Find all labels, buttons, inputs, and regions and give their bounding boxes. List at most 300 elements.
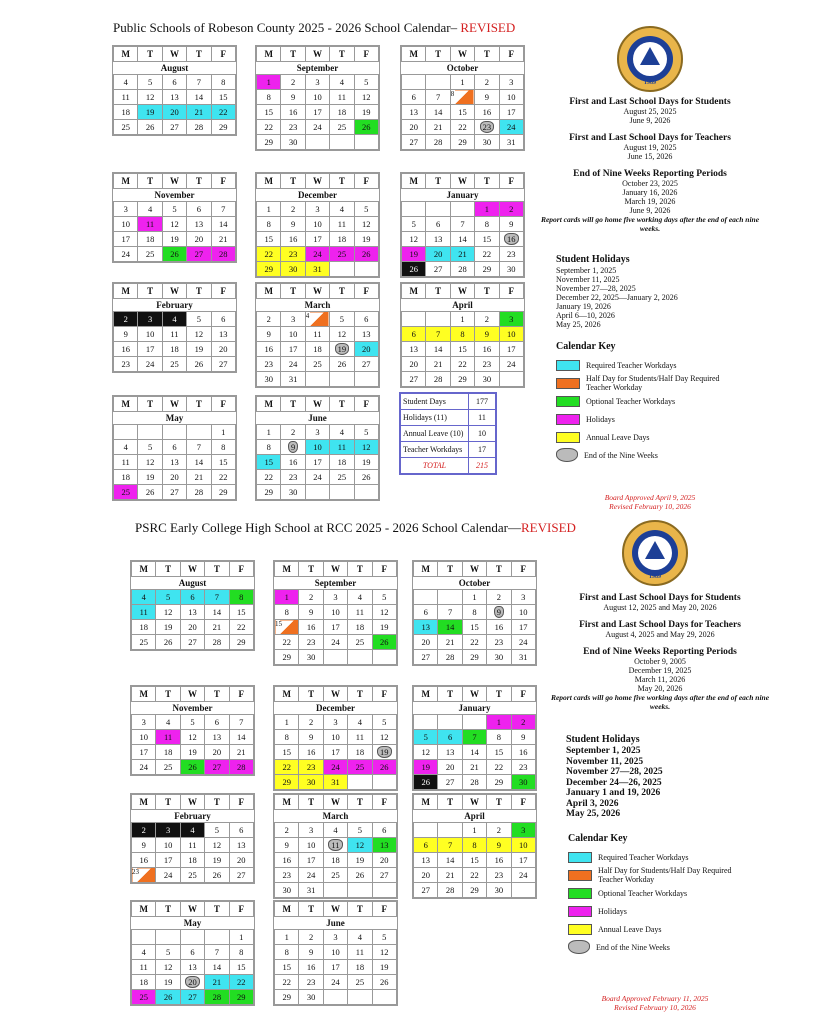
day-cell: 5	[348, 823, 372, 838]
day-cell: 9	[299, 730, 323, 745]
day-cell: 8	[211, 440, 235, 455]
top-student-holidays	[556, 255, 678, 329]
day-cell: 31	[511, 650, 535, 665]
day-cell: 22	[450, 120, 474, 135]
day-cell: 22	[275, 760, 299, 775]
day-cell: 9	[257, 327, 281, 342]
day-cell: 12	[180, 730, 204, 745]
day-cell: 17	[156, 853, 180, 868]
day-cell: 27	[180, 990, 204, 1005]
day-cell: 2	[475, 75, 499, 90]
day-cell	[132, 930, 156, 945]
day-cell: 21	[426, 120, 450, 135]
day-cell: 13	[402, 342, 426, 357]
day-cell: 6	[180, 945, 204, 960]
day-cell: 5	[205, 823, 229, 838]
day-cell: 3	[323, 590, 347, 605]
day-cell: 12	[156, 605, 180, 620]
day-cell: 22	[475, 247, 499, 262]
holiday-item: September 1, 2025	[566, 746, 641, 756]
day-cell: 5	[156, 945, 180, 960]
day-cell: 20	[354, 342, 378, 357]
day-cell: 16	[499, 232, 523, 247]
month-august	[112, 45, 237, 136]
day-cell: 15	[450, 105, 474, 120]
day-cell: 15	[275, 620, 299, 635]
top-key-dates	[530, 98, 770, 233]
holiday-item: May 25, 2026	[566, 809, 621, 819]
day-cell: 18	[348, 960, 372, 975]
day-cell: 1	[462, 590, 486, 605]
day-cell: 11	[132, 605, 156, 620]
info-heading: End of Nine Weeks Reporting Periods	[573, 169, 727, 179]
day-cell: 17	[499, 105, 523, 120]
day-cell: 5	[402, 217, 426, 232]
day-cell: 13	[402, 105, 426, 120]
day-cell: 2	[475, 312, 499, 327]
day-cell: 12	[330, 327, 354, 342]
month-name: March	[275, 810, 397, 823]
weekday-header: M	[114, 174, 138, 189]
info-heading: First and Last School Days for Teachers	[569, 133, 731, 143]
day-cell: 24	[156, 868, 180, 883]
weekday-header: M	[132, 902, 156, 917]
day-cell	[499, 372, 523, 387]
day-cell: 18	[138, 232, 162, 247]
month-january	[400, 172, 525, 278]
day-cell: 16	[299, 960, 323, 975]
day-cell: 18	[180, 853, 204, 868]
holiday-item: December 22, 2025—January 2, 2026	[556, 293, 678, 302]
day-cell: 26	[402, 262, 426, 277]
day-cell: 8	[275, 605, 299, 620]
day-cell: 1	[257, 425, 281, 440]
weekday-header: W	[305, 47, 329, 62]
bottom-approved-line: Board Approved February 11, 2025	[601, 994, 709, 1003]
day-cell	[156, 930, 180, 945]
weekday-header: W	[450, 174, 474, 189]
day-cell: 13	[414, 853, 438, 868]
day-cell: 4	[132, 945, 156, 960]
day-cell: 13	[426, 232, 450, 247]
day-cell: 1	[275, 930, 299, 945]
weekday-header: F	[354, 174, 378, 189]
day-cell: 16	[275, 853, 299, 868]
day-cell: 12	[205, 838, 229, 853]
day-cell: 22	[462, 635, 486, 650]
day-cell: 12	[354, 90, 378, 105]
day-cell: 24	[323, 760, 347, 775]
month-name: September	[257, 62, 379, 75]
day-cell: 7	[426, 327, 450, 342]
weekday-header: W	[305, 174, 329, 189]
day-cell: 17	[323, 620, 347, 635]
key-row	[568, 884, 748, 902]
day-cell: 2	[281, 75, 305, 90]
holiday-item: January 19, 2026	[556, 302, 611, 311]
day-cell: 6	[162, 440, 186, 455]
key-row	[556, 428, 736, 446]
day-cell: 30	[299, 990, 323, 1005]
day-cell: 18	[348, 745, 372, 760]
holiday-item: November 11, 2025	[556, 275, 620, 284]
day-cell: 30	[257, 372, 281, 387]
holiday-item: April 6—10, 2026	[556, 311, 615, 320]
day-cell: 7	[205, 945, 229, 960]
day-cell	[426, 75, 450, 90]
day-cell: 8	[257, 90, 281, 105]
day-cell: 12	[402, 232, 426, 247]
day-cell: 18	[162, 342, 186, 357]
day-cell: 16	[299, 620, 323, 635]
day-cell: 15	[450, 342, 474, 357]
weekday-header: W	[180, 795, 204, 810]
weekday-header: F	[229, 562, 253, 577]
day-cell: 20	[402, 120, 426, 135]
month-june	[273, 900, 398, 1006]
day-cell: 23	[487, 635, 511, 650]
month-name: October	[402, 62, 524, 75]
key-label: Holidays	[598, 906, 627, 916]
month-august	[130, 560, 255, 651]
day-cell: 14	[426, 342, 450, 357]
day-cell: 19	[354, 455, 378, 470]
day-cell: 17	[323, 745, 347, 760]
day-cell: 30	[499, 262, 523, 277]
day-cell: 17	[305, 105, 329, 120]
day-cell: 8	[487, 730, 511, 745]
day-cell: 16	[132, 853, 156, 868]
day-cell: 21	[187, 105, 211, 120]
day-cell: 19	[372, 745, 396, 760]
day-cell: 24	[114, 247, 138, 262]
day-cell: 22	[257, 120, 281, 135]
day-cell: 1	[450, 312, 474, 327]
day-cell: 2	[299, 590, 323, 605]
day-cell: 25	[330, 247, 354, 262]
day-cell: 9	[511, 730, 535, 745]
day-cell: 19	[205, 853, 229, 868]
day-cell: 20	[372, 853, 396, 868]
day-cell	[305, 135, 329, 150]
day-cell: 20	[205, 745, 229, 760]
weekday-header: T	[156, 562, 180, 577]
day-cell: 19	[354, 105, 378, 120]
day-cell	[348, 650, 372, 665]
day-cell: 15	[275, 745, 299, 760]
day-cell: 15	[257, 455, 281, 470]
key-row	[568, 920, 748, 938]
day-cell: 2	[487, 590, 511, 605]
day-cell: 14	[450, 232, 474, 247]
day-cell	[348, 775, 372, 790]
day-cell: 3	[156, 823, 180, 838]
day-cell: 16	[475, 342, 499, 357]
day-cell: 11	[330, 440, 354, 455]
day-cell: 3	[499, 75, 523, 90]
day-cell: 29	[275, 775, 299, 790]
day-cell: 2	[257, 312, 281, 327]
day-cell: 16	[281, 232, 305, 247]
day-cell: 15	[275, 960, 299, 975]
day-cell: 3	[511, 823, 535, 838]
day-cell: 29	[229, 990, 253, 1005]
key-label: Half Day for Students/Half Day Required Teacher Workday	[598, 866, 732, 884]
day-cell: 26	[330, 357, 354, 372]
weekday-header: T	[330, 174, 354, 189]
day-cell: 10	[323, 945, 347, 960]
day-cell	[323, 650, 347, 665]
day-cell: 30	[487, 883, 511, 898]
day-cell: 14	[462, 745, 486, 760]
weekday-header: T	[330, 397, 354, 412]
day-cell: 25	[114, 120, 138, 135]
day-cell: 22	[275, 975, 299, 990]
day-cell: 2	[132, 823, 156, 838]
day-cell: 7	[426, 90, 450, 105]
day-cell: 20	[180, 620, 204, 635]
weekday-header: M	[402, 174, 426, 189]
weekday-header: M	[275, 795, 299, 810]
summary-label: Student Days	[401, 394, 469, 410]
weekday-header: T	[138, 47, 162, 62]
top-revised-label: REVISED	[460, 20, 516, 35]
day-cell: 19	[156, 620, 180, 635]
day-cell	[138, 425, 162, 440]
key-label: Annual Leave Days	[598, 924, 662, 934]
day-cell: 5	[354, 425, 378, 440]
day-cell: 23	[299, 975, 323, 990]
info-line: December 19, 2025	[628, 666, 692, 675]
pentagon-icon	[568, 940, 590, 954]
top-calendar-key	[556, 341, 736, 464]
weekday-header: T	[205, 687, 229, 702]
day-cell: 16	[281, 455, 305, 470]
bottom-calendar-key	[568, 833, 748, 956]
month-march	[273, 793, 398, 899]
day-cell: 30	[281, 485, 305, 500]
day-cell: 20	[414, 635, 438, 650]
day-cell: 19	[156, 975, 180, 990]
info-line: March 19, 2026	[624, 197, 676, 206]
day-cell: 29	[211, 485, 235, 500]
day-cell: 18	[114, 105, 138, 120]
day-cell: 26	[180, 760, 204, 775]
day-cell: 5	[330, 312, 354, 327]
day-cell: 13	[372, 838, 396, 853]
day-cell: 1	[229, 930, 253, 945]
day-cell: 5	[354, 202, 378, 217]
key-label: Annual Leave Days	[586, 432, 650, 442]
day-cell: 24	[499, 120, 523, 135]
month-name: November	[132, 702, 254, 715]
day-cell: 20	[162, 470, 186, 485]
summary-value: 11	[469, 410, 496, 426]
day-cell: 4	[348, 590, 372, 605]
weekday-header: W	[462, 795, 486, 810]
day-cell: 13	[162, 90, 186, 105]
day-cell: 15	[475, 232, 499, 247]
weekday-header: M	[275, 687, 299, 702]
day-cell: 10	[511, 838, 535, 853]
month-november	[130, 685, 255, 776]
day-cell: 4	[162, 312, 186, 327]
day-cell: 27	[187, 247, 211, 262]
day-cell: 11	[305, 327, 329, 342]
day-cell: 4	[138, 202, 162, 217]
day-cell: 22	[487, 760, 511, 775]
weekday-header: T	[426, 174, 450, 189]
day-cell: 23	[475, 357, 499, 372]
day-cell: 4	[348, 715, 372, 730]
info-heading: First and Last School Days for Students	[569, 97, 731, 107]
day-cell: 27	[229, 868, 253, 883]
day-cell	[402, 202, 426, 217]
day-cell: 4	[180, 823, 204, 838]
day-cell: 11	[323, 838, 347, 853]
day-cell: 8	[450, 327, 474, 342]
day-cell	[354, 372, 378, 387]
weekday-header: M	[414, 795, 438, 810]
day-cell: 26	[205, 868, 229, 883]
info-line: August 25, 2025	[623, 107, 677, 116]
day-cell: 13	[162, 455, 186, 470]
day-cell: 5	[138, 75, 162, 90]
day-cell: 30	[487, 650, 511, 665]
day-cell: 3	[323, 715, 347, 730]
day-cell: 8	[450, 90, 474, 105]
day-cell: 21	[187, 470, 211, 485]
day-cell: 1	[462, 823, 486, 838]
weekday-header: M	[114, 47, 138, 62]
day-cell	[438, 590, 462, 605]
day-cell: 8	[462, 838, 486, 853]
day-cell: 3	[114, 202, 138, 217]
day-cell: 18	[330, 232, 354, 247]
day-cell: 21	[450, 247, 474, 262]
day-cell: 4	[323, 823, 347, 838]
day-cell: 4	[305, 312, 329, 327]
info-heading: First and Last School Days for Students	[579, 593, 741, 603]
day-cell: 19	[372, 620, 396, 635]
key-row	[556, 446, 736, 464]
weekday-header: W	[180, 687, 204, 702]
day-cell: 26	[414, 775, 438, 790]
day-cell: 11	[156, 730, 180, 745]
month-name: November	[114, 189, 236, 202]
day-cell: 25	[330, 120, 354, 135]
day-cell: 12	[156, 960, 180, 975]
key-label: Required Teacher Workdays	[586, 360, 677, 370]
day-cell: 4	[348, 930, 372, 945]
day-cell: 11	[132, 960, 156, 975]
day-cell: 9	[281, 90, 305, 105]
key-swatch	[568, 870, 592, 881]
day-cell: 9	[299, 945, 323, 960]
day-cell: 17	[299, 853, 323, 868]
day-cell: 28	[426, 372, 450, 387]
day-cell: 8	[275, 945, 299, 960]
weekday-header: M	[114, 284, 138, 299]
day-cell: 22	[211, 105, 235, 120]
day-cell: 12	[187, 327, 211, 342]
day-cell: 28	[229, 760, 253, 775]
info-heading: First and Last School Days for Teachers	[579, 620, 741, 630]
day-cell: 17	[323, 960, 347, 975]
day-cell: 15	[211, 90, 235, 105]
day-cell: 23	[475, 120, 499, 135]
summary-value: 17	[469, 442, 496, 458]
day-cell: 22	[450, 357, 474, 372]
key-label: End of the Nine Weeks	[584, 450, 658, 460]
day-cell: 23	[281, 247, 305, 262]
day-cell: 25	[348, 635, 372, 650]
weekday-header: T	[299, 687, 323, 702]
top-approved-line: Board Approved April 9, 2025	[604, 493, 696, 502]
day-cell	[205, 930, 229, 945]
day-cell: 11	[114, 90, 138, 105]
day-cell: 7	[205, 590, 229, 605]
holiday-item: November 27—28, 2025	[556, 284, 636, 293]
day-cell: 16	[114, 342, 138, 357]
weekday-header: W	[180, 562, 204, 577]
month-march	[255, 282, 380, 388]
info-line: August 4, 2025 and May 29, 2026	[605, 630, 715, 639]
day-cell: 10	[305, 217, 329, 232]
weekday-header: M	[402, 284, 426, 299]
day-cell: 4	[132, 590, 156, 605]
day-cell: 12	[138, 455, 162, 470]
day-cell: 23	[275, 868, 299, 883]
day-cell: 11	[330, 90, 354, 105]
day-cell: 5	[180, 715, 204, 730]
weekday-header: T	[348, 562, 372, 577]
month-name: January	[414, 702, 536, 715]
key-swatch	[568, 906, 592, 917]
day-cell: 18	[305, 342, 329, 357]
key-swatch	[556, 414, 580, 425]
weekday-header: T	[348, 687, 372, 702]
day-cell: 28	[426, 135, 450, 150]
day-cell: 20	[402, 357, 426, 372]
summary-value: 10	[469, 426, 496, 442]
day-cell: 12	[354, 440, 378, 455]
day-cell: 12	[372, 605, 396, 620]
holiday-item: November 11, 2025	[566, 756, 644, 767]
weekday-header: T	[187, 174, 211, 189]
top-approval-note	[575, 493, 725, 511]
day-cell: 2	[281, 425, 305, 440]
day-cell: 21	[229, 745, 253, 760]
weekday-header: T	[187, 47, 211, 62]
day-cell: 6	[162, 75, 186, 90]
day-cell: 29	[257, 485, 281, 500]
month-may	[130, 900, 255, 1006]
day-cell: 3	[299, 823, 323, 838]
day-cell	[330, 262, 354, 277]
day-cell: 11	[138, 217, 162, 232]
weekday-header: W	[462, 562, 486, 577]
weekday-header: T	[475, 47, 499, 62]
day-cell: 25	[132, 990, 156, 1005]
day-cell: 11	[330, 217, 354, 232]
weekday-header: W	[162, 284, 186, 299]
month-october	[400, 45, 525, 151]
holiday-item: November 27—28, 2025	[566, 767, 663, 777]
day-cell: 13	[229, 838, 253, 853]
day-cell: 17	[114, 232, 138, 247]
day-cell: 28	[187, 120, 211, 135]
